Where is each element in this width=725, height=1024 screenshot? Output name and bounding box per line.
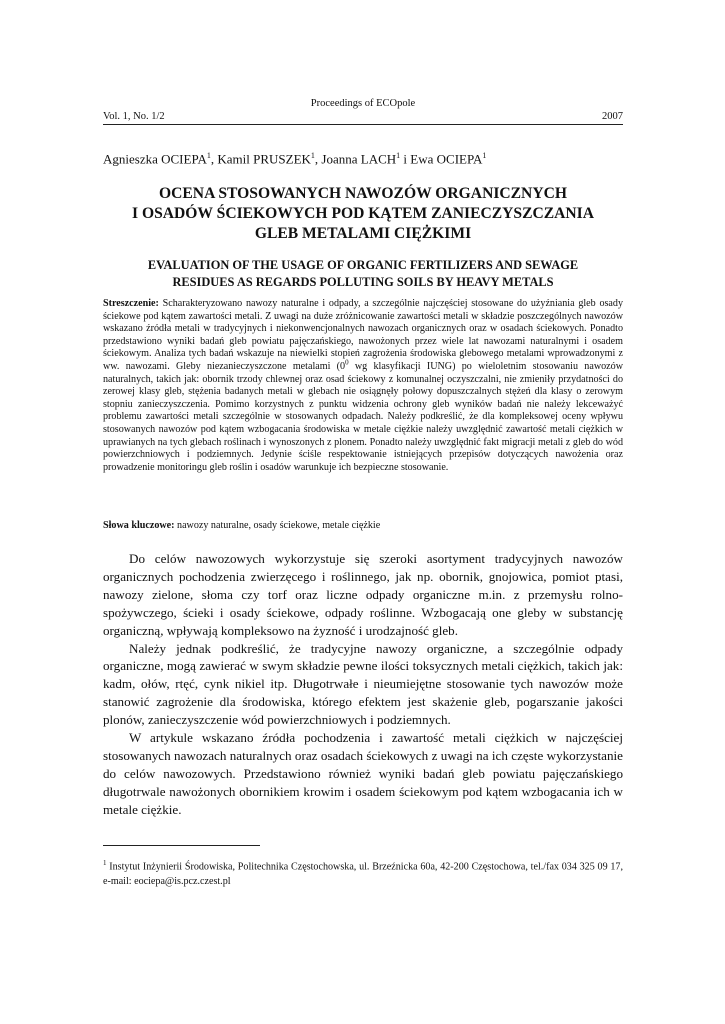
footnote-mark: 1 [103, 859, 107, 867]
keywords-text: nawozy naturalne, osady ściekowe, metale ciężkie [174, 520, 381, 531]
author-separator: i [400, 151, 411, 167]
publication-year: 2007 [602, 111, 623, 122]
volume-line [103, 111, 623, 125]
author-affiliation: 1 [396, 151, 401, 160]
abstract-text: wg klasyfikacji IUNG) po wieloletnim stosowaniu nawozów naturalnych, takich jak: obornik trzody chlewnej oraz osad ściekowy z komunalnej oczyszczalni, nie zmieniły przydatności do zerowej klasy gleb, stężenia badanych metali w glebach nie osiągnęły połowy dopuszczalnych stężeń dla klasy o zerowym stopniu zanieczyszczenia. Pomimo korzystnych z punktu widzenia ochrony gleb wyników badań nie należy lekceważyć problemu zawartości metali szczególnie w stosowanych odpadach. Należy podkreślić, że dla kompleksowej oceny wpływu stosowanych nawozów pod kątem wzbogacania środowiska w metale ciężkie należy uwzględnić zawartość metali ciężkich w uprawianych na tych glebach roślinach i wynoszonych z plonem. Ponadto należy uwzględnić fakt migracji metali z gleb do wód powierzchniowych i podziemnych. Jedynie ściśle respektowanie istniejących przepisów dotyczących nawożenia oraz prowadzenie monitoringu gleb roślin i osadów warunkuje ich bezpieczne stosowanie. [103, 360, 623, 473]
author-name: Agnieszka OCIEPA [103, 151, 207, 167]
author-name: Ewa OCIEPA [410, 151, 483, 167]
author-separator: , [314, 151, 322, 167]
paper-page [103, 0, 623, 1024]
journal-name: Proceedings of ECOpole [310, 98, 416, 109]
title-line: RESIDUES AS REGARDS POLLUTING SOILS BY HEAVY METALS [172, 274, 554, 289]
title-english [103, 257, 623, 290]
abstract-superscript: 0 [345, 358, 349, 367]
author-affiliation: 1 [206, 151, 211, 160]
paragraph: W artykule wskazano źródła pochodzenia i zawartość metali ciężkich w najczęściej stosowanych nawozach naturalnych oraz osadach ściekowych z uwagi na ich częste wykorzystanie do celów nawozowych. Przedstawiono również wyniki badań gleb powiatu pajęczańskiego długotrwale nawożonych obornikiem krowim i osadem ściekowym pod kątem wzbogacania ich w metale ciężkie. [103, 730, 623, 817]
title-line: OCENA STOSOWANYCH NAWOZÓW ORGANICZNYCH [159, 185, 567, 202]
author-name: Joanna LACH [321, 151, 397, 167]
abstract [103, 298, 623, 474]
paragraph: Do celów nawozowych wykorzystuje się szeroki asortyment tradycyjnych nawozów organicznych pochodzenia zwierzęcego i roślinnego, jak np. obornik, gnojowica, pomiot ptasi, nawozy zielone, słoma czy torf oraz liczne odpady organiczne m.in. z przemysłu rolno-spożywczego, ścieki i osady ściekowe, odpady roślinne. Wzbogacają one gleby w substancję organiczną, wpływają kompleksowo na żyzność i urodzajność gleb. [103, 551, 623, 638]
title-polish [103, 184, 623, 244]
title-line: EVALUATION OF THE USAGE OF ORGANIC FERTILIZERS AND SEWAGE [147, 258, 579, 272]
paragraph: Należy jednak podkreślić, że tradycyjne nawozy organiczne, a szczególnie odpady organiczne, mogą zawierać w swym składzie pewne ilości toksycznych metali ciężkich, takich jak: kadm, ołów, rtęć, cynk nikiel itp. Długotrwałe i nieumiejętne stosowanie tych nawozów może stanowić zagrożenie dla środowiska, którego efektem jest skażenie gleb, pogarszanie jakości plonów, zanieczyszczenie wód powierzchniowych i podziemnych. [103, 640, 623, 728]
author-list [103, 151, 486, 167]
abstract-label: Streszczenie: [103, 298, 159, 309]
abstract-text: Scharakteryzowano nawozy naturalne i odpady, a szczególnie najczęściej stosowane do użyźniania gleb osady ściekowe pod kątem zawartości metali. Z uwagi na duże zróżnicowanie zawartości metali w składzie poszczególnych nawozów wskazano źródła metali w tradycyjnych i niekonwencjonalnych nawozach organicznych oraz w osadach ściekowych. Ponadto przedstawiono wyniki badań gleb powiatu pajęczańskiego, nawożonych przez wiele lat nawozami naturalnymi i osadem ściekowym. Analiza tych badań wskazuje na niewielki stopień zagrożenia środowiska glebowego metalami wprowadzonymi z ww. nawozami. Gleby niezanieczyszczone metalami (0 [103, 298, 623, 372]
author-affiliation: 1 [482, 151, 487, 160]
footnote-text: Instytut Inżynierii Środowiska, Politechnika Częstochowska, ul. Brzeźnicka 60a, 42-200 Częstochowa, tel./fax 034 325 09 17, e-mail: eociepa@is.pcz.czest.pl [103, 861, 623, 888]
title-line: GLEB METALAMI CIĘŻKIMI [254, 225, 472, 242]
author-affiliation: 1 [310, 151, 315, 160]
footnote-divider [103, 845, 260, 846]
footnote [103, 856, 623, 889]
keywords [103, 520, 623, 531]
author-separator: , [210, 151, 218, 167]
body-text [103, 550, 623, 819]
title-line: I OSADÓW ŚCIEKOWYCH POD KĄTEM ZANIECZYSZCZANIA [132, 205, 594, 222]
author-name: Kamil PRUSZEK [217, 151, 311, 167]
keywords-label: Słowa kluczowe: [103, 520, 175, 531]
volume-number: Vol. 1, No. 1/2 [103, 111, 165, 122]
